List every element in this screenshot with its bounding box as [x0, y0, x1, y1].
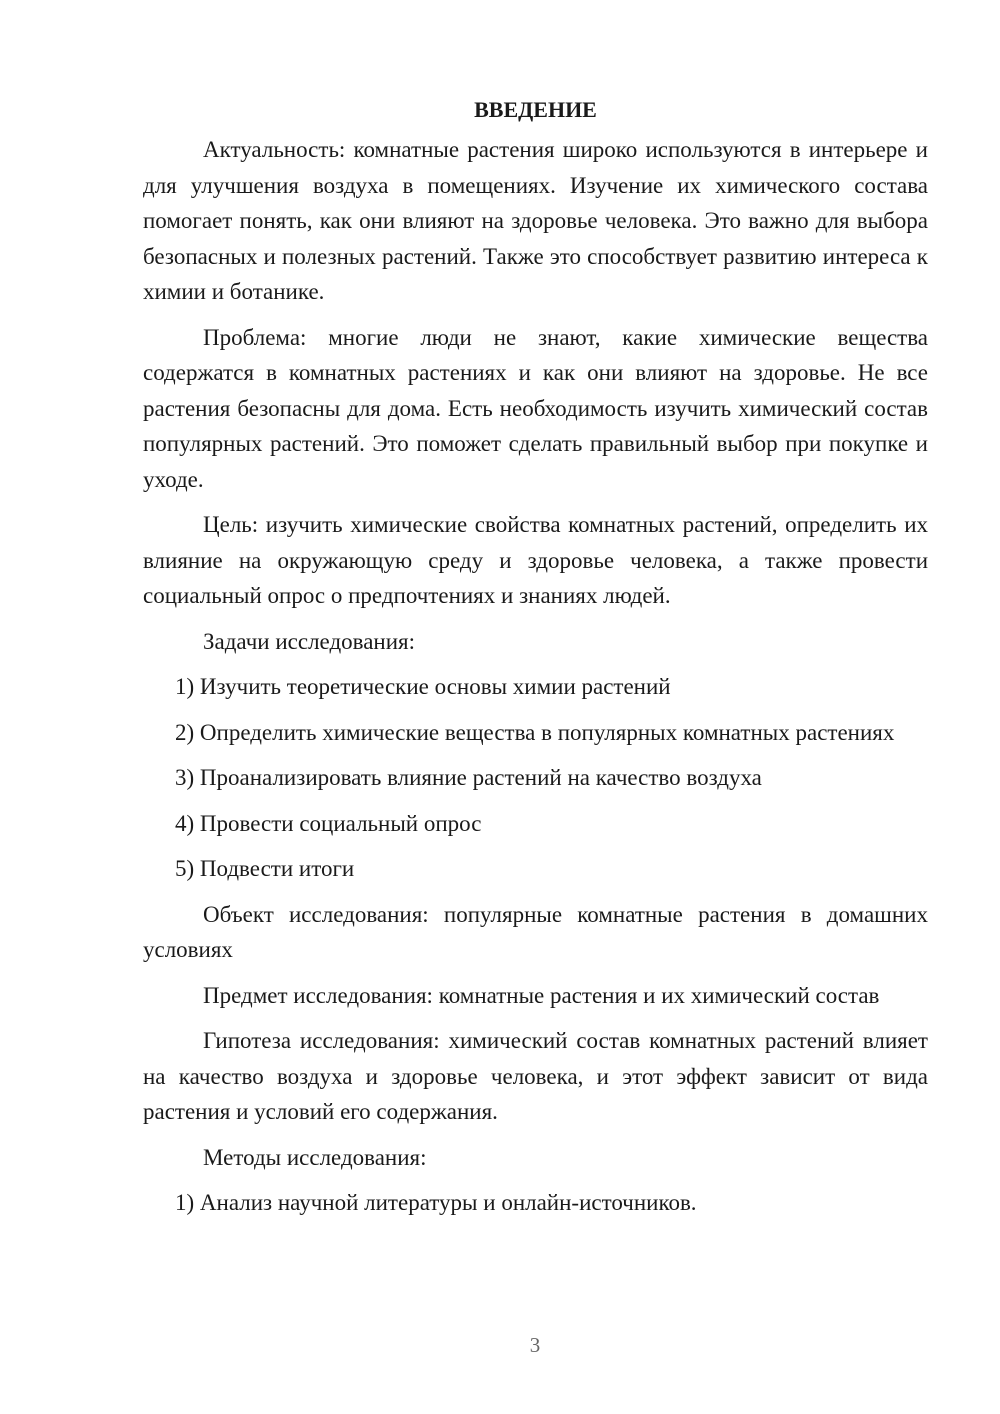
task-item: 1) Изучить теоретические основы химии растений	[175, 674, 671, 699]
hypothesis-paragraph: Гипотеза исследования: химический состав комнатных растений влияет на качество воздуха и здоровье человека, и этот эффект зависит от вида растения и условий его содержания.	[143, 1028, 928, 1124]
page-title: ВВЕДЕНИЕ	[474, 97, 597, 122]
task-item: 2) Определить химические вещества в популярных комнатных растениях	[175, 719, 895, 745]
tasks-heading: Задачи исследования:	[203, 628, 416, 654]
object-paragraph: Объект исследования: популярные комнатные растения в домашних условиях	[143, 901, 928, 962]
relevance-paragraph: Актуальность: комнатные растения широко используются в интерьере и для улучшения воздуха в помещениях. Изучение их химического состава помогает понять, как они влияют на здоровье человека. Это важно для выбора безопасных и полезных растений. Также это способствует развитию интереса к химии и ботанике.	[143, 137, 928, 304]
subject-paragraph: Предмет исследования: комнатные растения и их химический состав	[203, 982, 880, 1008]
problem-paragraph: Проблема: многие люди не знают, какие химические вещества содержатся в комнатных растениях и как они влияют на здоровье. Не все растения безопасны для дома. Есть необходимость изучить химический состав популярных растений. Это поможет сделать правильный выбор при покупке и уходе.	[143, 324, 928, 492]
task-item: 4) Провести социальный опрос	[175, 810, 482, 836]
methods-heading: Методы исследования:	[203, 1144, 427, 1170]
page-number: 3	[529, 1333, 541, 1357]
goal-paragraph: Цель: изучить химические свойства комнатных растений, определить их влияние на окружающую среду и здоровье человека, а также провести социальный опрос о предпочтениях и знаниях людей.	[143, 512, 928, 608]
task-item: 5) Подвести итоги	[175, 856, 355, 881]
task-item: 3) Проанализировать влияние растений на качество воздуха	[175, 765, 762, 790]
method-item: 1) Анализ научной литературы и онлайн-источников.	[175, 1190, 697, 1215]
page-content	[143, 92, 928, 1231]
